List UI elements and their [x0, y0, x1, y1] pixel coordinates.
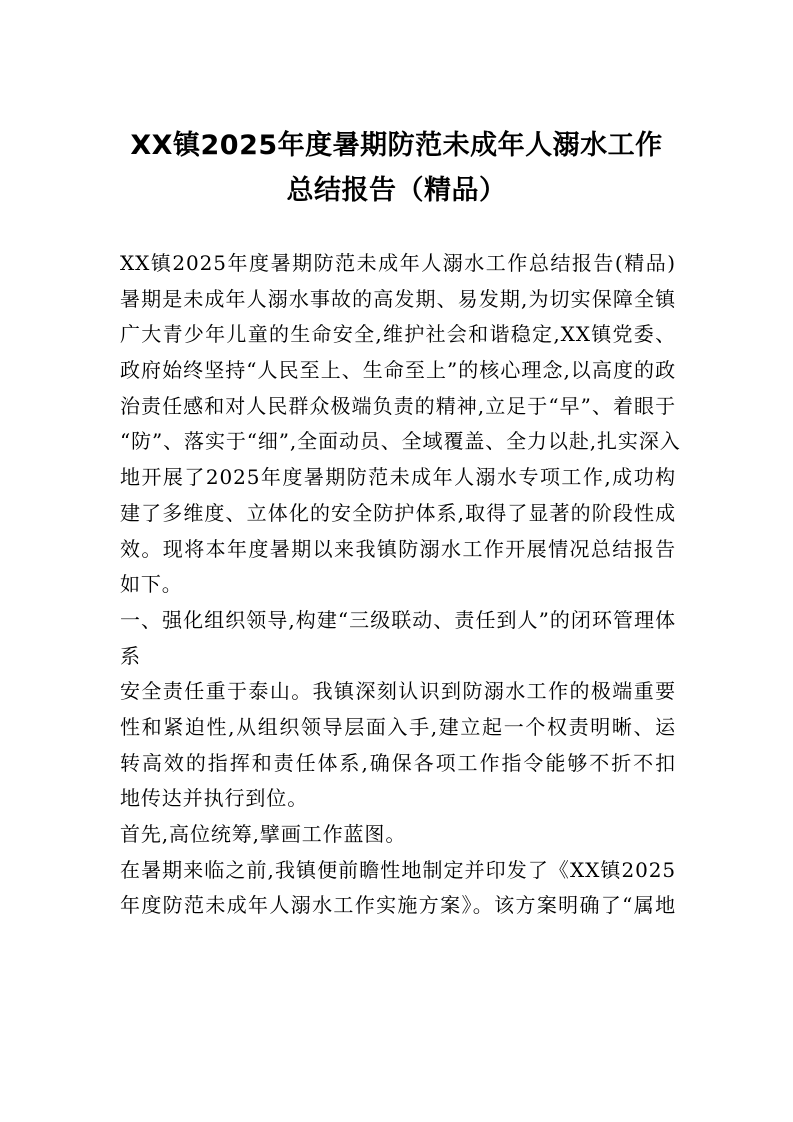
document-title-line-2: 总结报告（精品）	[286, 175, 507, 206]
body-line: 地开展了2025年度暑期防范未成年人溺水专项工作,成功构	[120, 465, 676, 490]
body-line: 建了多维度、立体化的安全防护体系,取得了显著的阶段性成	[120, 500, 676, 525]
body-line: XX镇2025年度暑期防范未成年人溺水工作总结报告(精品)	[120, 251, 676, 275]
body-line: 转高效的指挥和责任体系,确保各项工作指令能够不折不扣	[120, 750, 676, 775]
body-line: 性和紧迫性,从组织领导层面入手,建立起一个权责明晰、运	[120, 714, 676, 739]
body-line: 首先,高位统筹,擘画工作蓝图。	[120, 822, 407, 846]
document-body	[120, 246, 681, 924]
body-line: 年度防范未成年人溺水工作实施方案》。该方案明确了“属地	[120, 893, 676, 918]
section-heading-line: 系	[120, 643, 141, 668]
document-title-line-1: XX镇2025年度暑期防范未成年人溺水工作	[130, 130, 663, 161]
body-line: 暑期是未成年人溺水事故的高发期、易发期,为切实保障全镇	[120, 286, 676, 311]
body-line: “防”、落实于“细”,全面动员、全域覆盖、全力以赴,扎实深入	[120, 429, 681, 454]
body-line: 如下。	[120, 572, 183, 597]
body-line: 政府始终坚持“人民至上、生命至上”的核心理念,以高度的政	[120, 358, 676, 383]
body-line: 在暑期来临之前,我镇便前瞻性地制定并印发了《XX镇2025	[120, 857, 676, 882]
body-line: 效。现将本年度暑期以来我镇防溺水工作开展情况总结报告	[120, 536, 676, 561]
body-line: 地传达并执行到位。	[120, 786, 309, 811]
body-line: 广大青少年儿童的生命安全,维护社会和谐稳定,XX镇党委、	[120, 322, 676, 347]
body-line: 安全责任重于泰山。我镇深刻认识到防溺水工作的极端重要	[120, 679, 676, 704]
section-heading-line: 一、强化组织领导,构建“三级联动、责任到人”的闭环管理体	[120, 607, 676, 632]
body-line: 治责任感和对人民群众极端负责的精神,立足于“早”、着眼于	[120, 393, 676, 418]
